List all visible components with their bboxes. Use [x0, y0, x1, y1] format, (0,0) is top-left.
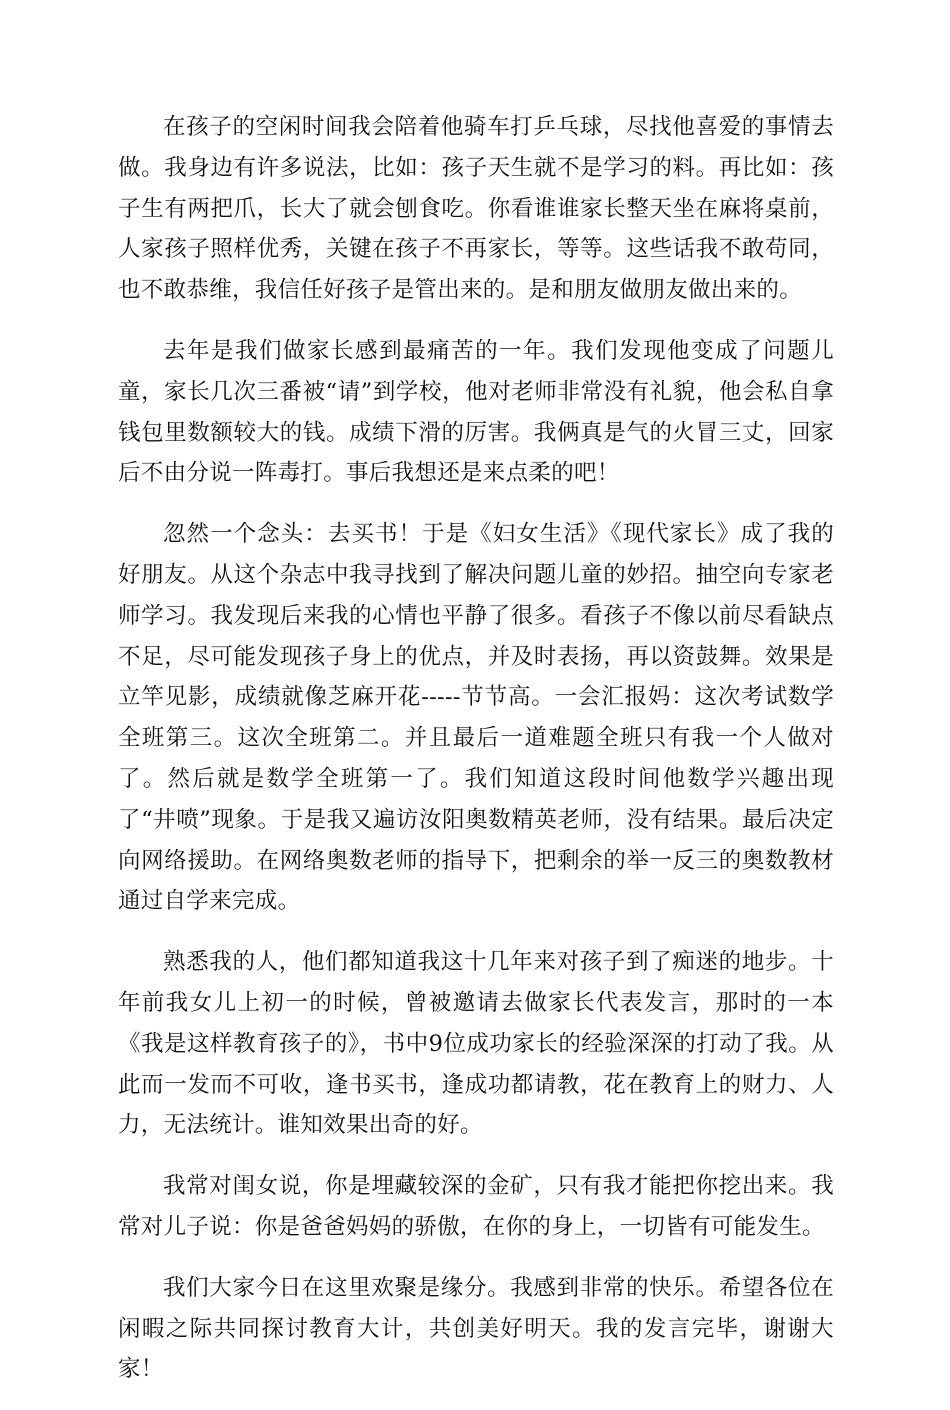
paragraph-5: 我常对闺女说，你是埋藏较深的金矿，只有我才能把你挖出来。我常对儿子说：你是爸爸妈妈的骄傲，在你的身上，一切皆有可能发生。: [118, 1173, 834, 1240]
paragraph-1: 在孩子的空闲时间我会陪着他骑车打乒乓球，尽找他喜爱的事情去做。我身边有许多说法，比如：孩子天生就不是学习的料。再比如：孩子生有两把爪，长大了就会刨食吃。你看谁谁家长整天坐在麻将桌前，人家孩子照样优秀，关键在孩子不再家长，等等。这些话我不敢苟同，也不敢恭维，我信任好孩子是管出来的。是和朋友做朋友做出来的。: [118, 114, 834, 304]
document-body: [118, 107, 834, 1410]
paragraph-2: 去年是我们做家长感到最痛苦的一年。我们发现他变成了问题儿童，家长几次三番被“请”到学校，他对老师非常没有礼貌，他会私自拿钱包里数额较大的钱。成绩下滑的厉害。我俩真是气的火冒三丈，回家后不由分说一阵毒打。事后我想还是来点柔的吧！: [118, 337, 834, 487]
paragraph-4: 熟悉我的人，他们都知道我这十几年来对孩子到了痴迷的地步。十年前我女儿上初一的时候，曾被邀请去做家长代表发言，那时的一本《我是这样教育孩子的》，书中9位成功家长的经验深深的打动了我。从此而一发而不可收，逢书买书，逢成功都请教，花在教育上的财力、人力，无法统计。谁知效果出奇的好。: [118, 949, 834, 1139]
paragraph-6: 我们大家今日在这里欢聚是缘分。我感到非常的快乐。希望各位在闲暇之际共同探讨教育大计，共创美好明天。我的发言完毕，谢谢大家！: [118, 1274, 834, 1383]
paragraph-3: 忽然一个念头：去买书！于是《妇女生活》《现代家长》成了我的好朋友。从这个杂志中我寻找到了解决问题儿童的妙招。抽空向专家老师学习。我发现后来我的心情也平静了很多。看孩子不像以前尽看缺点不足，尽可能发现孩子身上的优点，并及时表扬，再以资鼓舞。效果是立竿见影，成绩就像芝麻开花-----节节高。一会汇报妈：这次考试数学全班第三。这次全班第二。并且最后一道难题全班只有我一个人做对了。然后就是数学全班第一了。我们知道这段时间他数学兴趣出现了“井喷”现象。于是我又遍访汝阳奥数精英老师，没有结果。最后决定向网络援助。在网络奥数老师的指导下，把剩余的举一反三的奥数教材通过自学来完成。: [118, 521, 834, 915]
